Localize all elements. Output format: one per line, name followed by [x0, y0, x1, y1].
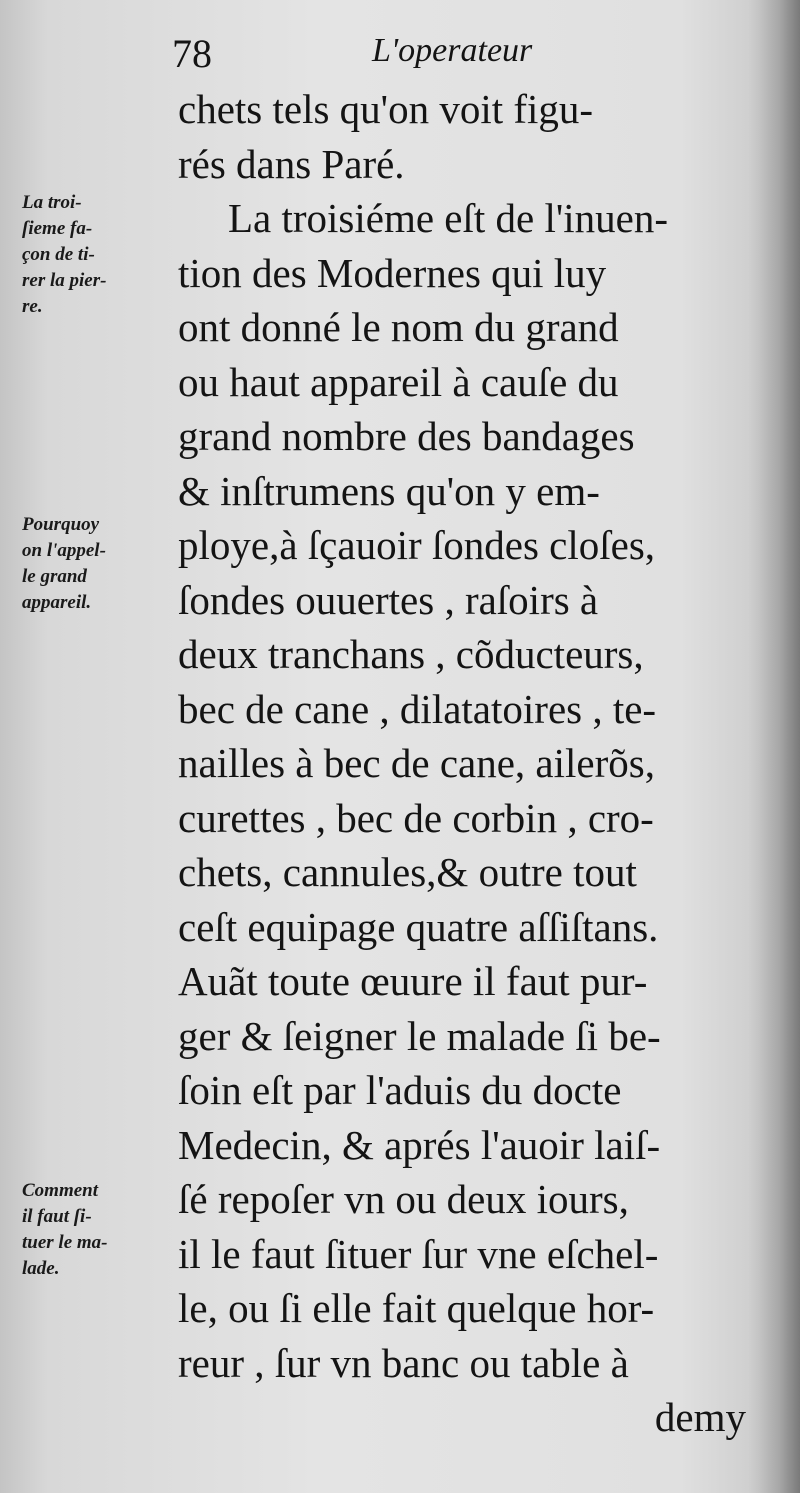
margin-note-line: Comment [22, 1180, 99, 1201]
margin-note-line: il faut ſi- [22, 1206, 92, 1227]
text-line: ſondes ouuertes , raſoirs à [178, 576, 599, 623]
margin-note-line: çon de ti- [22, 244, 95, 265]
margin-note-line: re. [22, 296, 43, 317]
page-number: 78 [172, 31, 212, 76]
margin-note-line: Pourquoy [22, 514, 100, 535]
text-line: ceſt equipage quatre aſſiſtans. [178, 903, 659, 950]
text-line: il le faut ſituer ſur vne eſchel- [178, 1230, 659, 1277]
text-line: bec de cane , dilatatoires , te- [178, 685, 657, 732]
text-line: La troisiéme eſt de l'inuen- [228, 195, 669, 241]
text-line: deux tranchans , cõducteurs, [178, 631, 644, 677]
text-line: ont donné le nom du grand [178, 304, 619, 350]
text-line: reur , ſur vn banc ou table à [178, 1339, 629, 1386]
running-head [172, 30, 564, 80]
margin-note-line: tuer le ma- [22, 1232, 108, 1253]
text-line: ploye,à ſçauoir ſondes cloſes, [178, 522, 656, 568]
margin-note-third-method [22, 190, 167, 320]
text-line: ou haut appareil à cauſe du [178, 358, 619, 405]
text-line: ſé repoſer vn ou deux iours, [178, 1176, 629, 1222]
margin-note-why-called [22, 512, 167, 616]
text-line: tion des Modernes qui luy [178, 249, 607, 296]
margin-note-positioning [22, 1178, 167, 1282]
margin-note-line: on l'appel- [22, 540, 106, 561]
margin-note-line: ſieme fa- [22, 218, 93, 239]
body-text [178, 82, 746, 1445]
text-line: curettes , bec de corbin , cro- [178, 794, 654, 841]
margin-note-line: lade. [22, 1258, 60, 1279]
text-line: & inſtrumens qu'on y em- [178, 467, 600, 514]
text-line: le, ou ſi elle fait quelque hor- [178, 1285, 655, 1331]
margin-note-line: rer la pier- [22, 270, 107, 291]
margin-note-line: La troi- [22, 192, 82, 213]
text-line: rés dans Paré. [178, 140, 405, 187]
text-line: chets, cannules,& outre tout [178, 849, 637, 895]
catchword: demy [654, 1394, 746, 1440]
text-line: chets tels qu'on voit figu- [178, 86, 594, 132]
text-line: grand nombre des bandages [178, 413, 635, 459]
page-edge-shadow [748, 0, 800, 1493]
text-line: ſoin eſt par l'aduis du docte [178, 1067, 622, 1113]
text-line: Medecin, & aprés l'auoir laiſ- [178, 1121, 661, 1168]
text-line: ger & ſeigner le malade ſi be- [178, 1012, 661, 1059]
margin-note-line: le grand [22, 566, 87, 587]
margin-note-line: appareil. [22, 592, 92, 613]
running-title: L'operateur [372, 32, 533, 69]
text-line: nailles à bec de cane, ailerõs, [178, 740, 655, 786]
text-line: Auãt toute œuure il faut pur- [178, 958, 648, 1004]
